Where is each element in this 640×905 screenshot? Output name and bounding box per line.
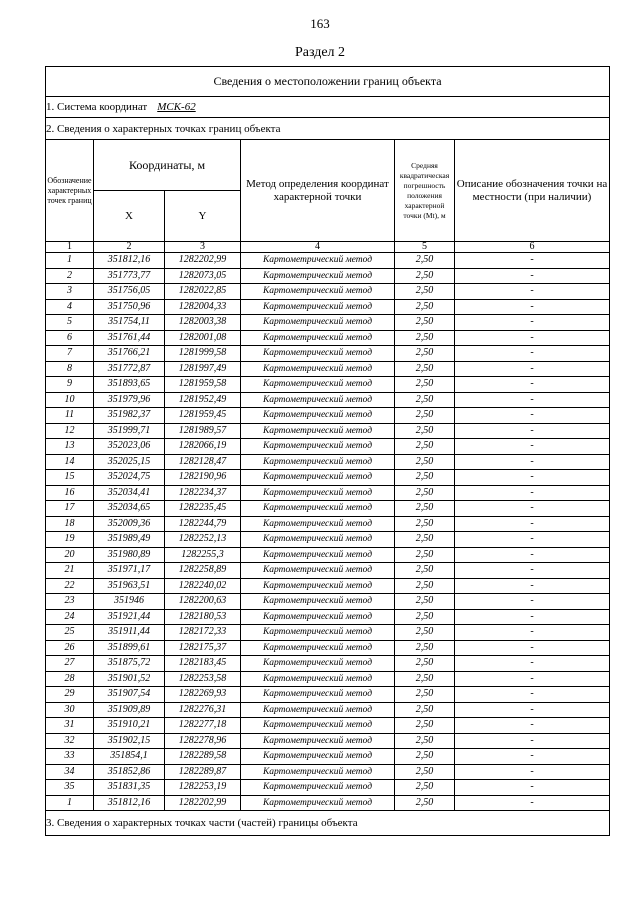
table-row (46, 718, 610, 734)
description-cell: - (455, 578, 610, 594)
point-number-cell: 17 (46, 501, 94, 517)
description-cell: - (455, 315, 610, 331)
method-cell: Картометрический метод (241, 764, 395, 780)
table-row (46, 377, 610, 393)
header-row (46, 140, 610, 191)
column-number: 3 (165, 242, 241, 253)
table-row (46, 454, 610, 470)
point-number-cell: 35 (46, 780, 94, 796)
accuracy-cell: 2,50 (395, 253, 455, 269)
table-row (46, 330, 610, 346)
x-coordinate-cell: 351772,87 (94, 361, 165, 377)
point-number-cell: 20 (46, 547, 94, 563)
method-cell: Картометрический метод (241, 330, 395, 346)
accuracy-cell: 2,50 (395, 702, 455, 718)
points-heading-row (46, 118, 610, 140)
description-cell: - (455, 671, 610, 687)
x-coordinate-cell: 351971,17 (94, 563, 165, 579)
table-row (46, 268, 610, 284)
table-caption: Сведения о местоположении границ объекта (46, 67, 610, 97)
accuracy-cell: 2,50 (395, 377, 455, 393)
column-number: 1 (46, 242, 94, 253)
method-cell: Картометрический метод (241, 656, 395, 672)
header-coordinates: Координаты, м (94, 140, 241, 191)
method-cell: Картометрический метод (241, 749, 395, 765)
description-cell: - (455, 764, 610, 780)
table-row (46, 392, 610, 408)
y-coordinate-cell: 1282278,96 (165, 733, 241, 749)
x-coordinate-cell: 351750,96 (94, 299, 165, 315)
description-cell: - (455, 470, 610, 486)
accuracy-cell: 2,50 (395, 532, 455, 548)
accuracy-cell: 2,50 (395, 625, 455, 641)
point-number-cell: 6 (46, 330, 94, 346)
y-coordinate-cell: 1282003,38 (165, 315, 241, 331)
y-coordinate-cell: 1282202,99 (165, 795, 241, 811)
accuracy-cell: 2,50 (395, 439, 455, 455)
header-y: Y (165, 191, 241, 242)
part-points-heading-row (46, 811, 610, 836)
accuracy-cell: 2,50 (395, 423, 455, 439)
table-caption-row (46, 67, 610, 97)
method-cell: Картометрический метод (241, 578, 395, 594)
y-coordinate-cell: 1282235,45 (165, 501, 241, 517)
method-cell: Картометрический метод (241, 377, 395, 393)
accuracy-cell: 2,50 (395, 733, 455, 749)
table-row (46, 315, 610, 331)
header-point: Обозначение характерных точек границ (46, 140, 94, 242)
x-coordinate-cell: 351999,71 (94, 423, 165, 439)
y-coordinate-cell: 1282276,31 (165, 702, 241, 718)
x-coordinate-cell: 351979,96 (94, 392, 165, 408)
method-cell: Картометрический метод (241, 687, 395, 703)
table-row (46, 547, 610, 563)
point-number-cell: 32 (46, 733, 94, 749)
x-coordinate-cell: 351963,51 (94, 578, 165, 594)
accuracy-cell: 2,50 (395, 749, 455, 765)
x-coordinate-cell: 352009,36 (94, 516, 165, 532)
x-coordinate-cell: 351980,89 (94, 547, 165, 563)
y-coordinate-cell: 1282180,53 (165, 609, 241, 625)
y-coordinate-cell: 1282289,58 (165, 749, 241, 765)
method-cell: Картометрический метод (241, 516, 395, 532)
point-number-cell: 25 (46, 625, 94, 641)
column-number: 6 (455, 242, 610, 253)
y-coordinate-cell: 1282200,63 (165, 594, 241, 610)
method-cell: Картометрический метод (241, 268, 395, 284)
method-cell: Картометрический метод (241, 702, 395, 718)
accuracy-cell: 2,50 (395, 361, 455, 377)
x-coordinate-cell: 352023,06 (94, 439, 165, 455)
point-number-cell: 21 (46, 563, 94, 579)
description-cell: - (455, 253, 610, 269)
method-cell: Картометрический метод (241, 454, 395, 470)
method-cell: Картометрический метод (241, 718, 395, 734)
description-cell: - (455, 346, 610, 362)
description-cell: - (455, 377, 610, 393)
description-cell: - (455, 284, 610, 300)
y-coordinate-cell: 1282252,13 (165, 532, 241, 548)
coordinate-system-row (46, 97, 610, 118)
x-coordinate-cell: 352034,41 (94, 485, 165, 501)
method-cell: Картометрический метод (241, 609, 395, 625)
method-cell: Картометрический метод (241, 253, 395, 269)
accuracy-cell: 2,50 (395, 547, 455, 563)
description-cell: - (455, 439, 610, 455)
table-row (46, 609, 610, 625)
y-coordinate-cell: 1282255,3 (165, 547, 241, 563)
x-coordinate-cell: 352024,75 (94, 470, 165, 486)
description-cell: - (455, 501, 610, 517)
point-number-cell: 8 (46, 361, 94, 377)
point-number-cell: 26 (46, 640, 94, 656)
accuracy-cell: 2,50 (395, 268, 455, 284)
method-cell: Картометрический метод (241, 439, 395, 455)
header-method: Метод определения координат характерной точки (241, 140, 395, 242)
point-number-cell: 27 (46, 656, 94, 672)
description-cell: - (455, 795, 610, 811)
coordinate-system-value: МСК-62 (157, 101, 196, 113)
accuracy-cell: 2,50 (395, 578, 455, 594)
x-coordinate-cell: 351754,11 (94, 315, 165, 331)
y-coordinate-cell: 1281997,49 (165, 361, 241, 377)
y-coordinate-cell: 1282202,99 (165, 253, 241, 269)
method-cell: Картометрический метод (241, 795, 395, 811)
description-cell: - (455, 532, 610, 548)
table-row (46, 594, 610, 610)
y-coordinate-cell: 1282253,58 (165, 671, 241, 687)
y-coordinate-cell: 1282234,37 (165, 485, 241, 501)
description-cell: - (455, 749, 610, 765)
x-coordinate-cell: 351812,16 (94, 795, 165, 811)
table-row (46, 408, 610, 424)
header-accuracy: Средняя квадратическая погрешность положения характерной точки (Mt), м (395, 140, 455, 242)
point-number-cell: 19 (46, 532, 94, 548)
point-number-cell: 3 (46, 284, 94, 300)
page-number: 163 (310, 16, 330, 31)
point-number-cell: 22 (46, 578, 94, 594)
point-number-cell: 34 (46, 764, 94, 780)
accuracy-cell: 2,50 (395, 795, 455, 811)
table-row (46, 532, 610, 548)
description-cell: - (455, 392, 610, 408)
method-cell: Картометрический метод (241, 532, 395, 548)
point-number-cell: 2 (46, 268, 94, 284)
x-coordinate-cell: 351812,16 (94, 253, 165, 269)
description-cell: - (455, 547, 610, 563)
accuracy-cell: 2,50 (395, 780, 455, 796)
description-cell: - (455, 718, 610, 734)
description-cell: - (455, 330, 610, 346)
description-cell: - (455, 423, 610, 439)
accuracy-cell: 2,50 (395, 284, 455, 300)
method-cell: Картометрический метод (241, 780, 395, 796)
accuracy-cell: 2,50 (395, 671, 455, 687)
point-number-cell: 1 (46, 795, 94, 811)
x-coordinate-cell: 351831,35 (94, 780, 165, 796)
table-row (46, 501, 610, 517)
method-cell: Картометрический метод (241, 423, 395, 439)
point-number-cell: 23 (46, 594, 94, 610)
part-points-heading: 3. Сведения о характерных точках части (частей) границы объекта (46, 811, 610, 836)
x-coordinate-cell: 351899,61 (94, 640, 165, 656)
accuracy-cell: 2,50 (395, 454, 455, 470)
y-coordinate-cell: 1281999,58 (165, 346, 241, 362)
method-cell: Картометрический метод (241, 563, 395, 579)
method-cell: Картометрический метод (241, 671, 395, 687)
table-row (46, 733, 610, 749)
method-cell: Картометрический метод (241, 733, 395, 749)
point-number-cell: 16 (46, 485, 94, 501)
x-coordinate-cell: 351921,44 (94, 609, 165, 625)
accuracy-cell: 2,50 (395, 656, 455, 672)
description-cell: - (455, 563, 610, 579)
y-coordinate-cell: 1282073,05 (165, 268, 241, 284)
coordinate-system-cell (46, 97, 610, 118)
y-coordinate-cell: 1282001,08 (165, 330, 241, 346)
table-row (46, 702, 610, 718)
x-coordinate-cell: 351911,44 (94, 625, 165, 641)
accuracy-cell: 2,50 (395, 764, 455, 780)
point-number-cell: 1 (46, 253, 94, 269)
y-coordinate-cell: 1282183,45 (165, 656, 241, 672)
x-coordinate-cell: 352025,15 (94, 454, 165, 470)
x-coordinate-cell: 352034,65 (94, 501, 165, 517)
accuracy-cell: 2,50 (395, 516, 455, 532)
description-cell: - (455, 687, 610, 703)
column-number-row (46, 242, 610, 253)
table-row (46, 749, 610, 765)
point-number-cell: 5 (46, 315, 94, 331)
y-coordinate-cell: 1282244,79 (165, 516, 241, 532)
description-cell: - (455, 361, 610, 377)
y-coordinate-cell: 1282253,19 (165, 780, 241, 796)
table-row (46, 625, 610, 641)
accuracy-cell: 2,50 (395, 470, 455, 486)
method-cell: Картометрический метод (241, 485, 395, 501)
y-coordinate-cell: 1281952,49 (165, 392, 241, 408)
accuracy-cell: 2,50 (395, 392, 455, 408)
point-number-cell: 11 (46, 408, 94, 424)
table-row (46, 361, 610, 377)
description-cell: - (455, 594, 610, 610)
method-cell: Картометрический метод (241, 299, 395, 315)
y-coordinate-cell: 1282128,47 (165, 454, 241, 470)
point-number-cell: 28 (46, 671, 94, 687)
y-coordinate-cell: 1282175,37 (165, 640, 241, 656)
x-coordinate-cell: 351901,52 (94, 671, 165, 687)
accuracy-cell: 2,50 (395, 687, 455, 703)
x-coordinate-cell: 351852,86 (94, 764, 165, 780)
y-coordinate-cell: 1282240,02 (165, 578, 241, 594)
method-cell: Картометрический метод (241, 408, 395, 424)
table-row (46, 640, 610, 656)
table-row (46, 764, 610, 780)
accuracy-cell: 2,50 (395, 563, 455, 579)
y-coordinate-cell: 1282022,85 (165, 284, 241, 300)
accuracy-cell: 2,50 (395, 501, 455, 517)
description-cell: - (455, 454, 610, 470)
point-number-cell: 29 (46, 687, 94, 703)
x-coordinate-cell: 351910,21 (94, 718, 165, 734)
method-cell: Картометрический метод (241, 547, 395, 563)
accuracy-cell: 2,50 (395, 718, 455, 734)
accuracy-cell: 2,50 (395, 485, 455, 501)
method-cell: Картометрический метод (241, 284, 395, 300)
table-row (46, 578, 610, 594)
table-row (46, 656, 610, 672)
point-number-cell: 18 (46, 516, 94, 532)
point-number-cell: 15 (46, 470, 94, 486)
table-row (46, 671, 610, 687)
description-cell: - (455, 733, 610, 749)
column-number: 4 (241, 242, 395, 253)
table-row (46, 485, 610, 501)
coordinate-system-label: 1. Система координат (46, 101, 148, 113)
point-number-cell: 14 (46, 454, 94, 470)
y-coordinate-cell: 1281989,57 (165, 423, 241, 439)
header-x: X (94, 191, 165, 242)
table-row (46, 795, 610, 811)
method-cell: Картометрический метод (241, 625, 395, 641)
description-cell: - (455, 516, 610, 532)
method-cell: Картометрический метод (241, 392, 395, 408)
description-cell: - (455, 640, 610, 656)
table-row (46, 439, 610, 455)
description-cell: - (455, 408, 610, 424)
method-cell: Картометрический метод (241, 361, 395, 377)
x-coordinate-cell: 351761,44 (94, 330, 165, 346)
x-coordinate-cell: 351773,77 (94, 268, 165, 284)
method-cell: Картометрический метод (241, 470, 395, 486)
boundary-table (45, 66, 610, 836)
x-coordinate-cell: 351854,1 (94, 749, 165, 765)
method-cell: Картометрический метод (241, 501, 395, 517)
section-title: Раздел 2 (294, 45, 346, 60)
table-row (46, 284, 610, 300)
table-row (46, 780, 610, 796)
accuracy-cell: 2,50 (395, 609, 455, 625)
method-cell: Картометрический метод (241, 315, 395, 331)
description-cell: - (455, 625, 610, 641)
y-coordinate-cell: 1282258,89 (165, 563, 241, 579)
y-coordinate-cell: 1282066,19 (165, 439, 241, 455)
y-coordinate-cell: 1282277,18 (165, 718, 241, 734)
x-coordinate-cell: 351982,37 (94, 408, 165, 424)
point-number-cell: 31 (46, 718, 94, 734)
table-row (46, 687, 610, 703)
description-cell: - (455, 702, 610, 718)
point-number-cell: 4 (46, 299, 94, 315)
x-coordinate-cell: 351909,89 (94, 702, 165, 718)
accuracy-cell: 2,50 (395, 299, 455, 315)
x-coordinate-cell: 351875,72 (94, 656, 165, 672)
x-coordinate-cell: 351893,65 (94, 377, 165, 393)
point-number-cell: 24 (46, 609, 94, 625)
x-coordinate-cell: 351756,05 (94, 284, 165, 300)
method-cell: Картометрический метод (241, 346, 395, 362)
x-coordinate-cell: 351989,49 (94, 532, 165, 548)
accuracy-cell: 2,50 (395, 315, 455, 331)
method-cell: Картометрический метод (241, 594, 395, 610)
table-row (46, 470, 610, 486)
x-coordinate-cell: 351907,54 (94, 687, 165, 703)
table-row (46, 563, 610, 579)
table-row (46, 423, 610, 439)
description-cell: - (455, 299, 610, 315)
point-number-cell: 33 (46, 749, 94, 765)
column-number: 2 (94, 242, 165, 253)
x-coordinate-cell: 351766,21 (94, 346, 165, 362)
point-number-cell: 13 (46, 439, 94, 455)
description-cell: - (455, 609, 610, 625)
table-row (46, 299, 610, 315)
y-coordinate-cell: 1282289,87 (165, 764, 241, 780)
description-cell: - (455, 268, 610, 284)
accuracy-cell: 2,50 (395, 330, 455, 346)
description-cell: - (455, 780, 610, 796)
points-heading: 2. Сведения о характерных точках границ объекта (46, 118, 610, 140)
accuracy-cell: 2,50 (395, 346, 455, 362)
accuracy-cell: 2,50 (395, 594, 455, 610)
y-coordinate-cell: 1281959,45 (165, 408, 241, 424)
accuracy-cell: 2,50 (395, 640, 455, 656)
table-row (46, 516, 610, 532)
accuracy-cell: 2,50 (395, 408, 455, 424)
column-number: 5 (395, 242, 455, 253)
point-number-cell: 9 (46, 377, 94, 393)
header-description: Описание обозначения точки на местности (при наличии) (455, 140, 610, 242)
y-coordinate-cell: 1282190,96 (165, 470, 241, 486)
point-number-cell: 7 (46, 346, 94, 362)
y-coordinate-cell: 1282269,93 (165, 687, 241, 703)
y-coordinate-cell: 1281959,58 (165, 377, 241, 393)
table-row (46, 346, 610, 362)
x-coordinate-cell: 351902,15 (94, 733, 165, 749)
point-number-cell: 12 (46, 423, 94, 439)
point-number-cell: 30 (46, 702, 94, 718)
x-coordinate-cell: 351946 (94, 594, 165, 610)
description-cell: - (455, 485, 610, 501)
y-coordinate-cell: 1282172,33 (165, 625, 241, 641)
y-coordinate-cell: 1282004,33 (165, 299, 241, 315)
method-cell: Картометрический метод (241, 640, 395, 656)
point-number-cell: 10 (46, 392, 94, 408)
table-row (46, 253, 610, 269)
description-cell: - (455, 656, 610, 672)
